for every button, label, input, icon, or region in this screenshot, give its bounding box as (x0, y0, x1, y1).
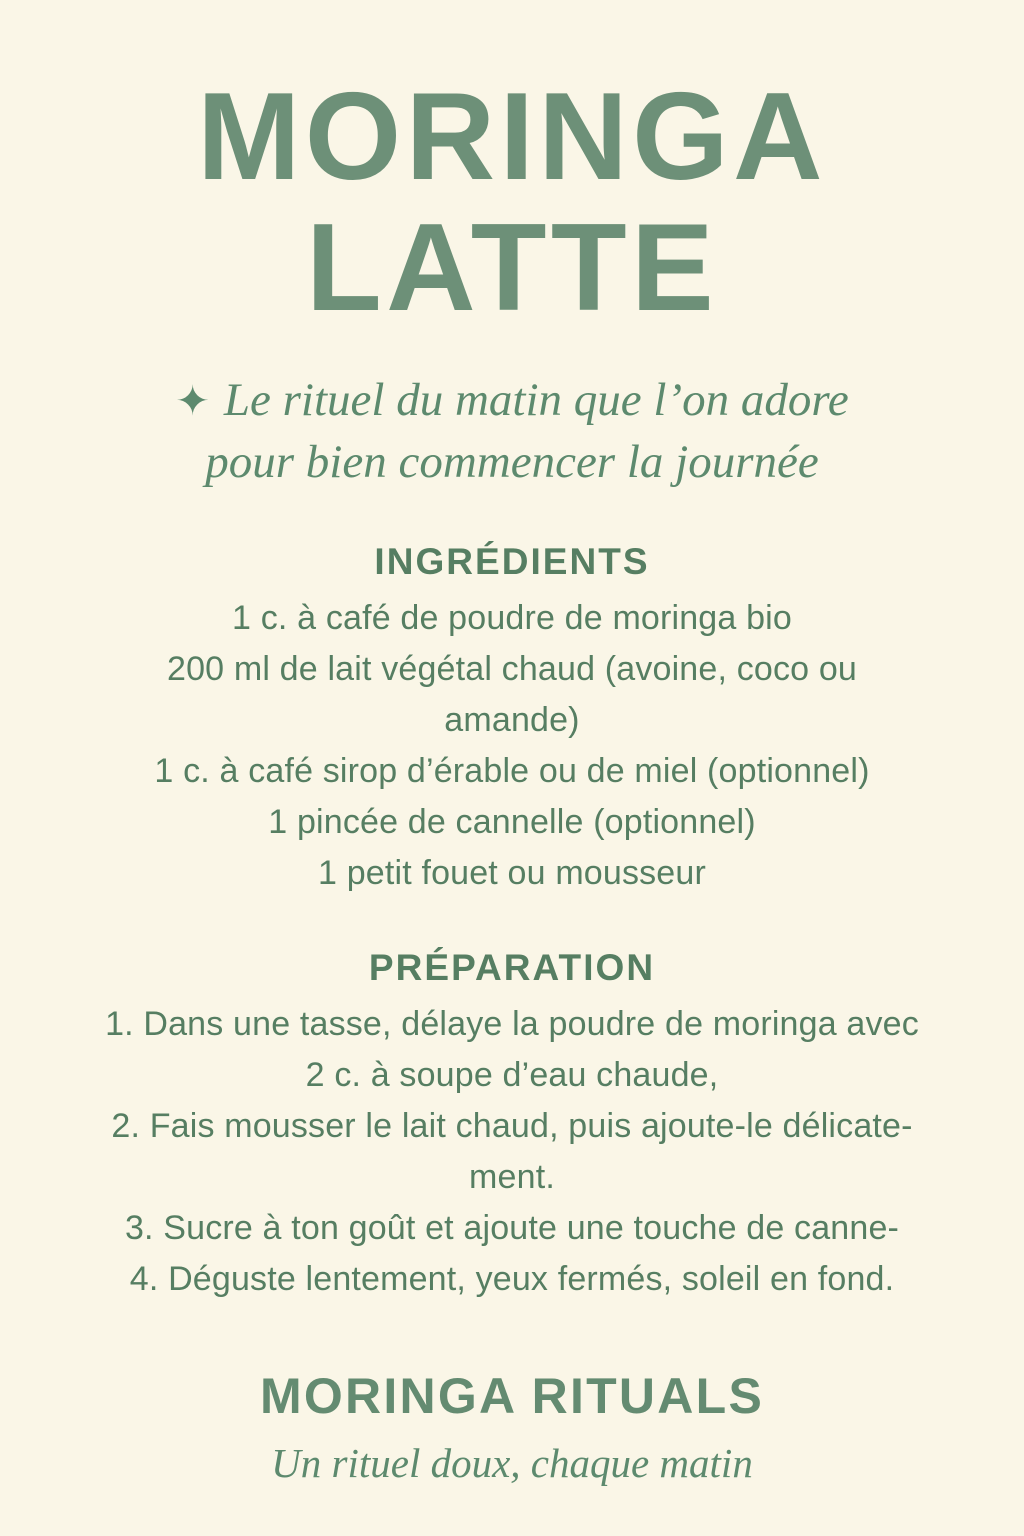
recipe-title-line-1: MORINGA (197, 68, 827, 206)
brand-tagline: Un rituel doux, chaque matin (271, 1439, 753, 1486)
preparation-line: 1. Dans une tasse, délaye la poudre de moringa avec (105, 1004, 919, 1043)
ingredient-line: amande) (444, 700, 580, 739)
brand-name: MORINGA RITUALS (259, 1367, 765, 1424)
subtitle-text-1: Le rituel du matin que l’on adore (223, 373, 849, 426)
ingredients-section (0, 541, 1024, 899)
preparation-section (0, 947, 1024, 1305)
preparation-line: 2 c. à soupe d’eau chaude, (305, 1055, 719, 1094)
ingredient-line: 200 ml de lait végétal chaud (avoine, coco ou (167, 649, 857, 688)
ingredient-line: 1 pincée de cannelle (optionnel) (268, 802, 756, 841)
subtitle-line-1 (0, 369, 1024, 431)
ingredient-line: 1 petit fouet ou mousseur (318, 853, 706, 892)
preparation-line: 3. Sucre à ton goût et ajoute une touche de canne- (124, 1208, 900, 1247)
preparation-line: ment. (469, 1157, 555, 1196)
subtitle-line-2: pour bien commencer la journée (205, 435, 819, 488)
ingredients-heading: INGRÉDIENTS (374, 540, 650, 582)
subtitle (0, 369, 1024, 493)
recipe-title-line-2: LATTE (306, 199, 718, 338)
footer (0, 1367, 1024, 1487)
preparation-line: 4. Déguste lentement, yeux fermés, soleil en fond. (129, 1259, 895, 1298)
sparkle-icon: ✦ (175, 377, 210, 424)
preparation-line: 2. Fais mousser le lait chaud, puis ajoute-le délicate- (111, 1106, 913, 1145)
ingredient-line: 1 c. à café de poudre de moringa bio (232, 598, 792, 637)
preparation-heading: PRÉPARATION (368, 946, 656, 988)
ingredient-line: 1 c. à café sirop d’érable ou de miel (optionnel) (154, 751, 870, 790)
recipe-title (0, 0, 1024, 338)
